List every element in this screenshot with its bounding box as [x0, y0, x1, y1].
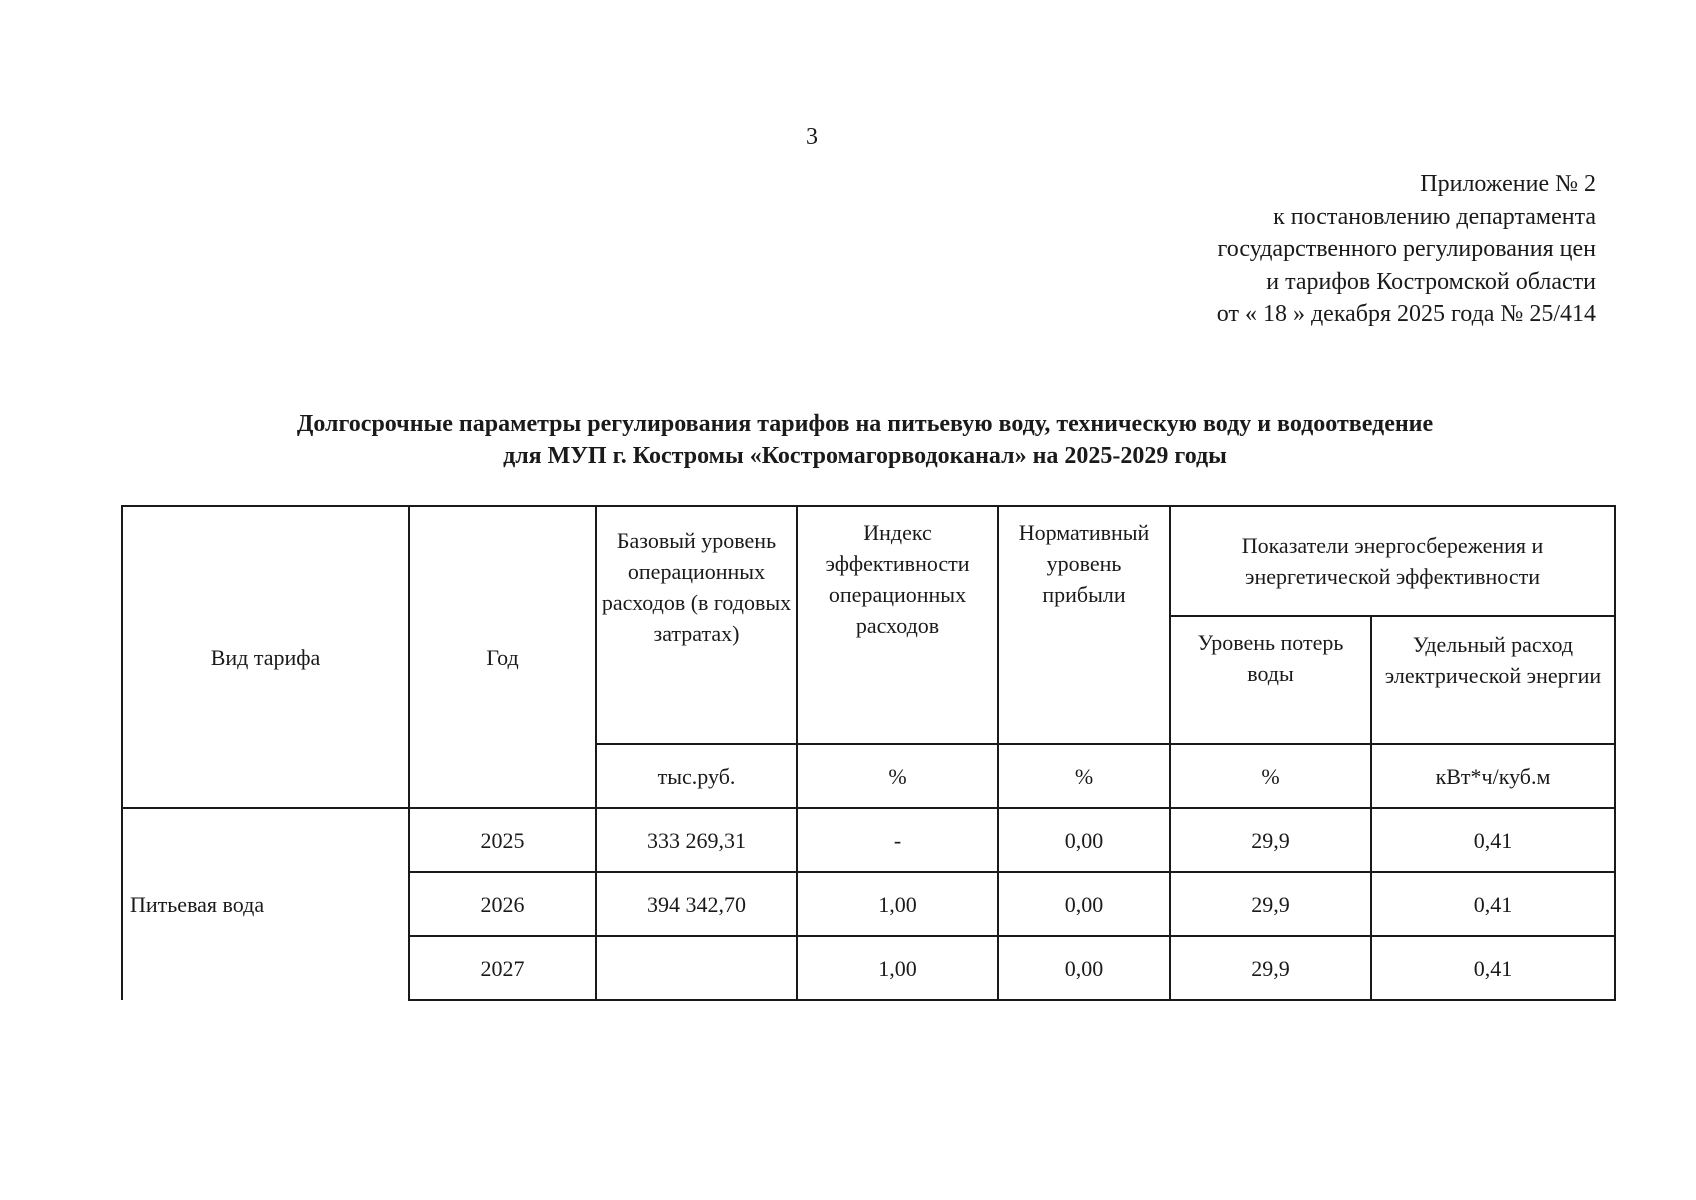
unit-water-loss: % — [1170, 744, 1371, 808]
normative-profit-cell: 0,00 — [998, 808, 1170, 872]
water-loss-cell: 29,9 — [1170, 936, 1371, 1000]
header-base-level: Базовый уровень операционных расходов (в годовых затратах) — [596, 506, 797, 744]
efficiency-index-cell: 1,00 — [797, 872, 998, 936]
header-energy-consumption: Удельный расход электрической энергии — [1371, 616, 1615, 744]
energy-consumption-cell: 0,41 — [1371, 872, 1615, 936]
unit-efficiency-index: % — [797, 744, 998, 808]
appendix-title: Приложение № 2 — [1420, 171, 1596, 197]
header-row — [122, 506, 1615, 616]
appendix-line: и тарифов Костромской области — [1266, 268, 1596, 295]
unit-base-level: тыс.руб. — [596, 744, 797, 808]
year-cell: 2025 — [409, 808, 596, 872]
normative-profit-cell: 0,00 — [998, 872, 1170, 936]
appendix-line: к постановлению департамента — [1273, 203, 1596, 230]
efficiency-index-cell: 1,00 — [797, 936, 998, 1000]
base-level-cell: 394 342,70 — [596, 872, 797, 936]
header-efficiency-index: Индекс эффективности операционных расходов — [797, 506, 998, 744]
appendix-header — [1217, 168, 1596, 331]
tariff-parameters-table — [121, 505, 1616, 1001]
document-title — [120, 408, 1610, 472]
appendix-date-number: от « 18 » декабря 2025 года № 25/414 — [1216, 301, 1596, 327]
appendix-line: государственного регулирования цен — [1217, 236, 1596, 262]
unit-energy-consumption: кВт*ч/куб.м — [1371, 744, 1615, 808]
normative-profit-cell: 0,00 — [998, 936, 1170, 1000]
year-cell: 2027 — [409, 936, 596, 1000]
efficiency-index-cell: - — [797, 808, 998, 872]
energy-consumption-cell: 0,41 — [1371, 808, 1615, 872]
water-loss-cell: 29,9 — [1170, 872, 1371, 936]
tariff-type-cell: Питьевая вода — [122, 808, 409, 1000]
water-loss-cell: 29,9 — [1170, 808, 1371, 872]
header-energy-group: Показатели энергосбережения и энергетической эффективности — [1170, 506, 1615, 616]
table-row — [122, 808, 1615, 872]
unit-normative-profit: % — [998, 744, 1170, 808]
document-title-line: для МУП г. Костромы «Костромагорводоканал» на 2025-2029 годы — [503, 443, 1227, 469]
header-water-loss: Уровень потерь воды — [1170, 616, 1371, 744]
page-number: 3 — [806, 124, 818, 150]
energy-consumption-cell: 0,41 — [1371, 936, 1615, 1000]
header-year: Год — [409, 506, 596, 808]
base-level-cell — [596, 936, 797, 1000]
header-tariff-type: Вид тарифа — [122, 506, 409, 808]
base-level-cell: 333 269,31 — [596, 808, 797, 872]
header-normative-profit: Нормативный уровень прибыли — [998, 506, 1170, 744]
year-cell: 2026 — [409, 872, 596, 936]
document-title-line: Долгосрочные параметры регулирования тарифов на питьевую воду, техническую воду и водоотведение — [296, 411, 1434, 437]
